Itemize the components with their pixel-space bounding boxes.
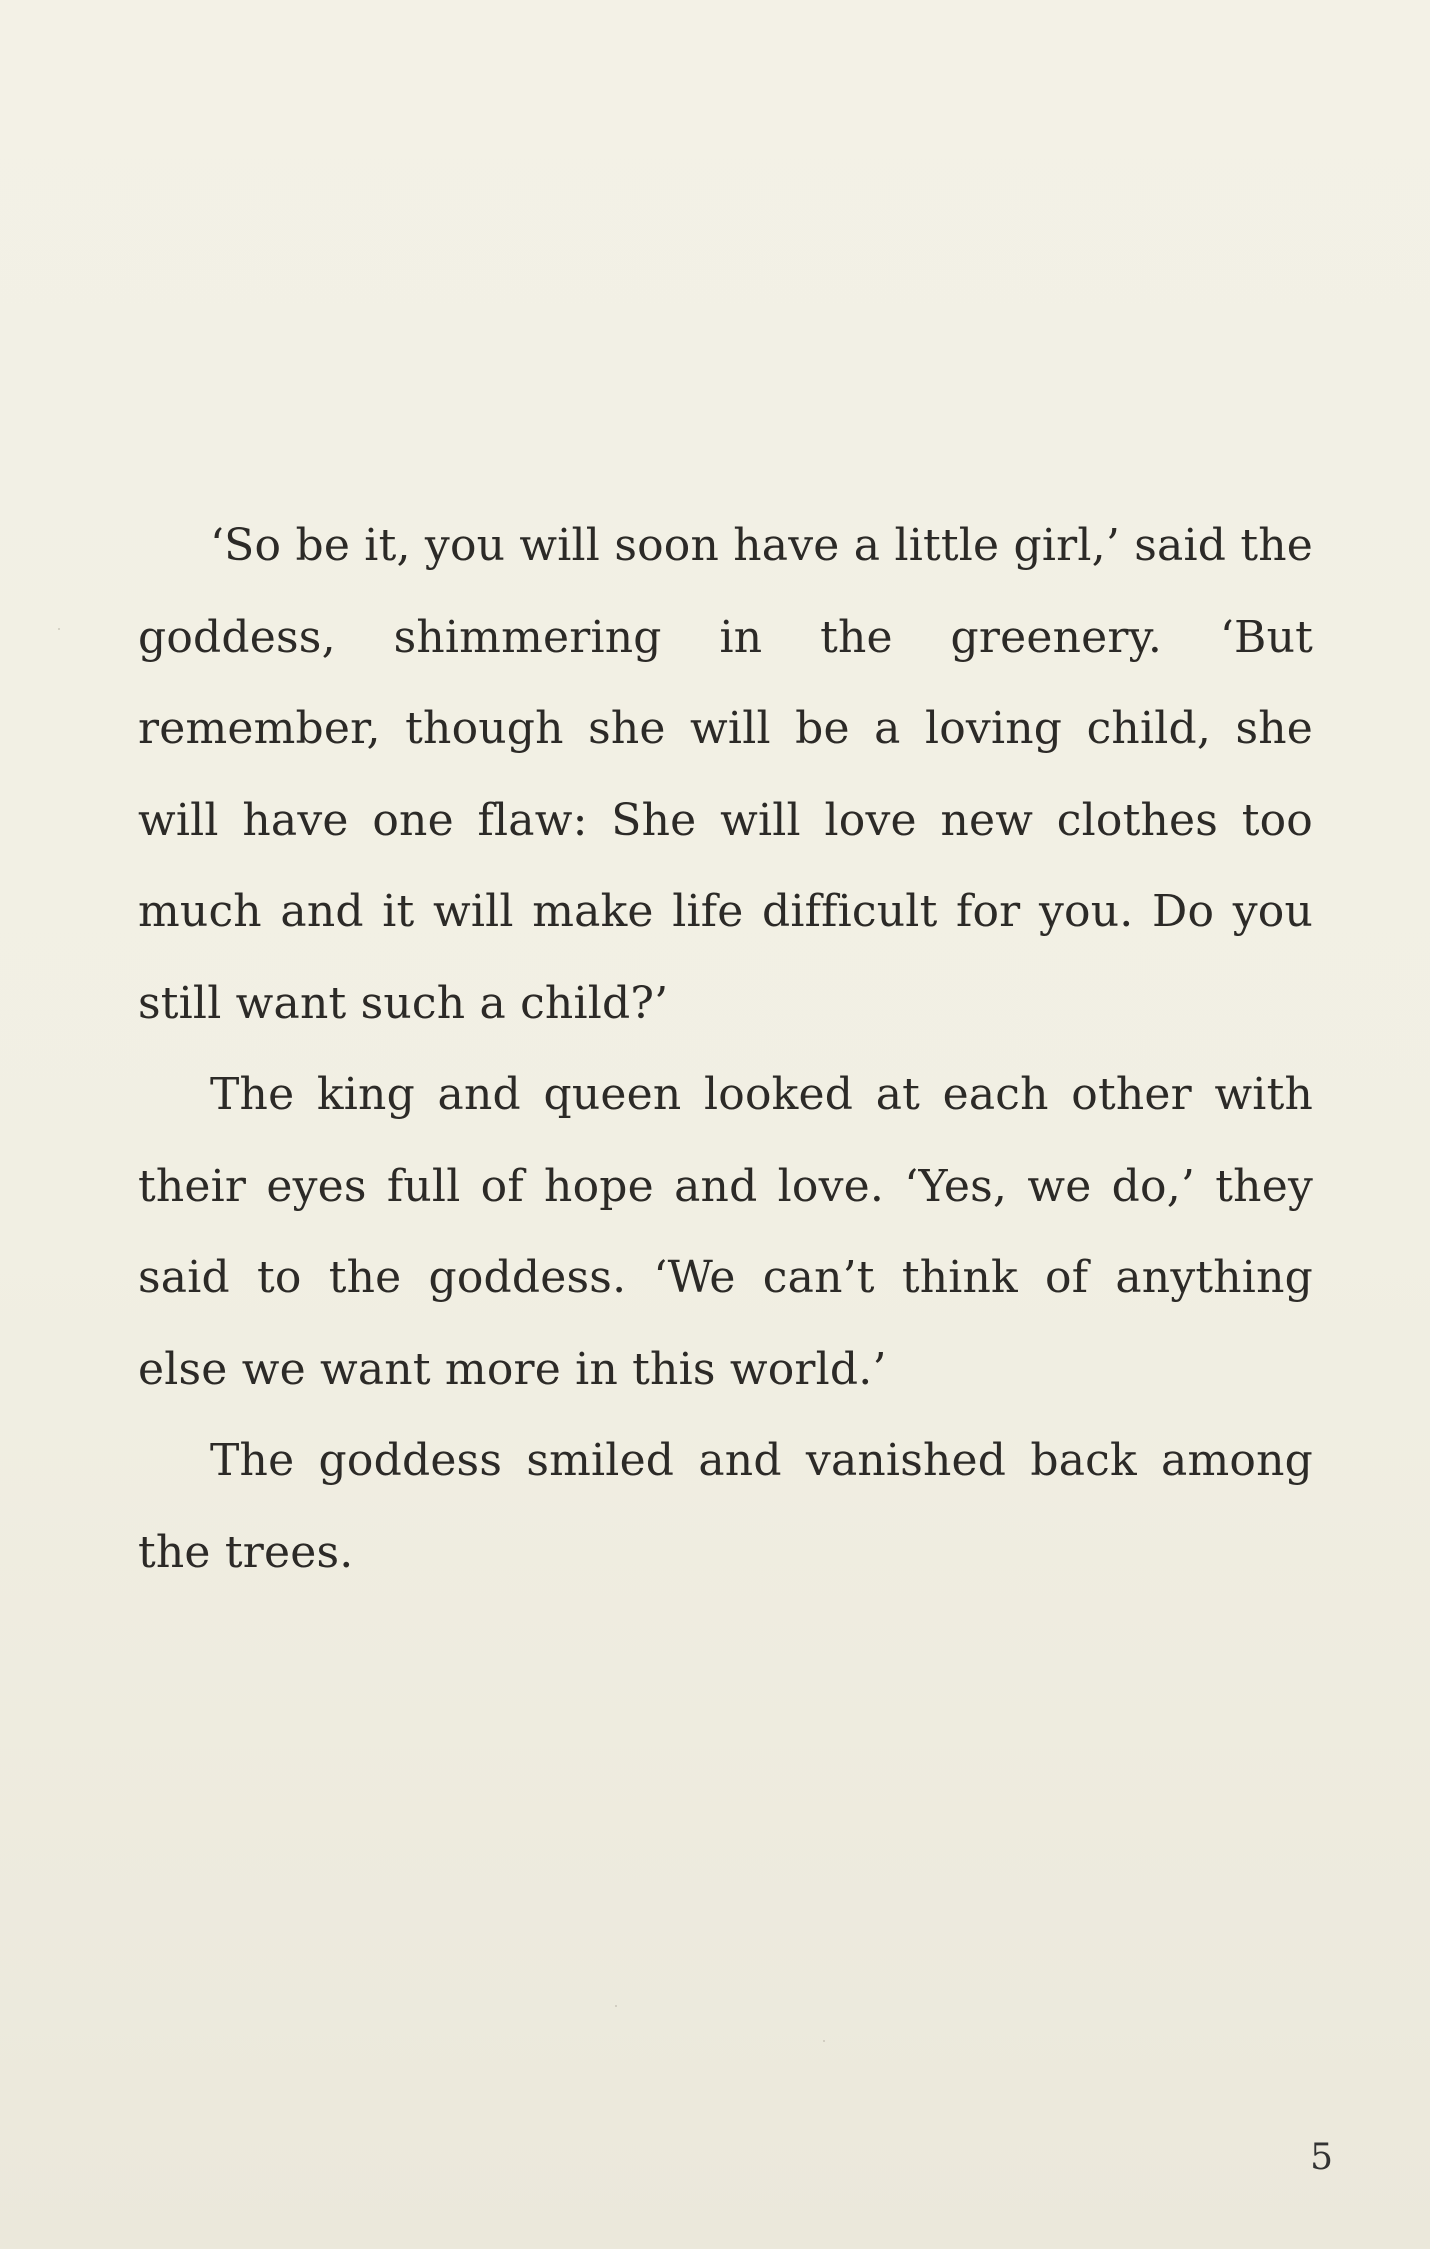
paper-speck (58, 628, 60, 630)
paragraph-2: The king and queen looked at each other with their eyes full of hope and love. ‘Yes, we do,’ they said to the goddess. ‘We can’t think of anything else we want more in this world.’ (138, 1069, 1313, 1395)
page-number: 5 (1310, 2137, 1333, 2178)
body-text (138, 500, 1313, 1598)
paper-speck (823, 2040, 825, 2042)
paragraph-1: ‘So be it, you will soon have a little girl,’ said the goddess, shimmering in the greenery. ‘But remember, though she will be a loving child, she will have one flaw: She will love new clothes too much and it will make life difficult for you. Do you still want such a child?’ (138, 520, 1313, 1029)
paragraph-3: The goddess smiled and vanished back among the trees. (138, 1435, 1313, 1578)
paper-speck (615, 2005, 617, 2007)
